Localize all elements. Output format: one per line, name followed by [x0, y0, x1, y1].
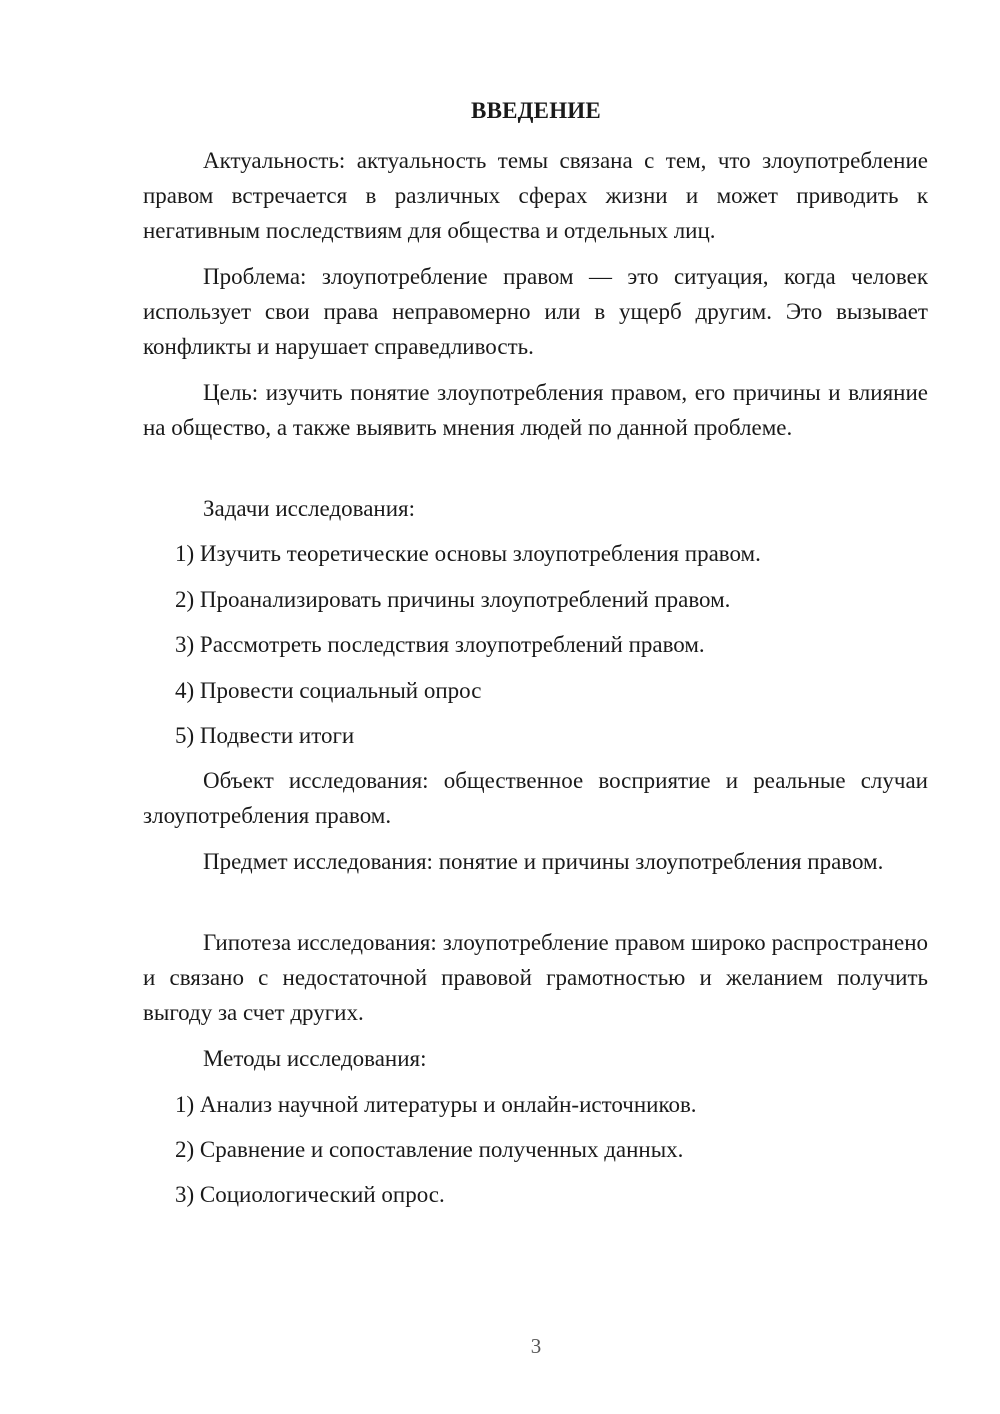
page-number: 3 — [530, 1334, 542, 1358]
task-item: 4) Провести социальный опрос — [175, 678, 482, 703]
paragraph-hypothesis: Гипотеза исследования: злоупотребление правом широко распространено и связано с недостаточной правовой грамотностью и желанием получить выгоду за счет других. — [143, 930, 928, 1025]
method-item: 3) Социологический опрос. — [175, 1182, 445, 1207]
paragraph-object: Объект исследования: общественное восприятие и реальные случаи злоупотребления правом. — [143, 768, 928, 828]
task-item: 2) Проанализировать причины злоупотреблений правом. — [175, 587, 731, 612]
method-item: 1) Анализ научной литературы и онлайн-источников. — [175, 1092, 697, 1117]
paragraph-relevance: Актуальность: актуальность темы связана с тем, что злоупотребление правом встречается в различных сферах жизни и может приводить к негативным последствиям для общества и отдельных лиц. — [143, 148, 928, 243]
section-heading: ВВЕДЕНИЕ — [471, 98, 601, 123]
method-item: 2) Сравнение и сопоставление полученных данных. — [175, 1137, 684, 1162]
paragraph-problem: Проблема: злоупотребление правом — это ситуация, когда человек использует свои права неправомерно или в ущерб другим. Это вызывает конфликты и нарушает справедливость. — [143, 264, 928, 359]
paragraph-subject: Предмет исследования: понятие и причины злоупотребления правом. — [203, 849, 884, 874]
paragraph-goal: Цель: изучить понятие злоупотребления правом, его причины и влияние на общество, а также выявить мнения людей по данной проблеме. — [143, 380, 928, 440]
task-item: 3) Рассмотреть последствия злоупотреблений правом. — [175, 632, 705, 657]
task-item: 1) Изучить теоретические основы злоупотребления правом. — [175, 541, 761, 566]
tasks-label: Задачи исследования: — [203, 496, 416, 521]
methods-label: Методы исследования: — [203, 1046, 427, 1071]
task-item: 5) Подвести итоги — [175, 723, 355, 748]
